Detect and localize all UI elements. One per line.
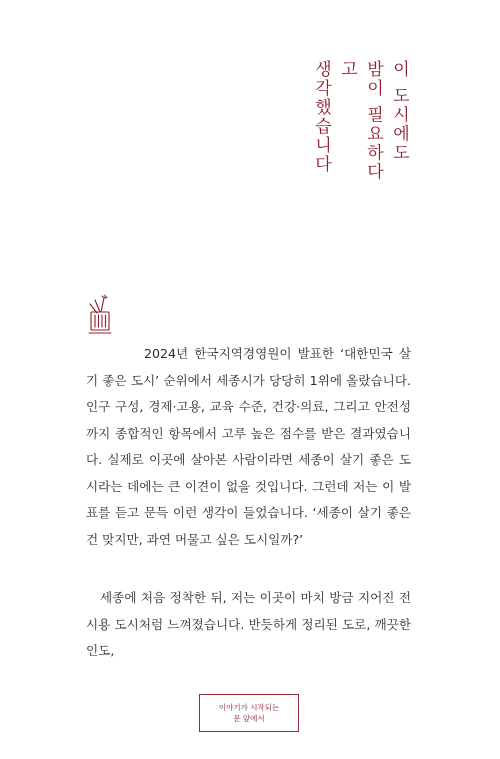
body-text [86,341,411,665]
section-label-box [199,694,299,732]
paragraph-2: 세종에 처음 정착한 뒤, 저는 이곳이 마치 방금 지어진 전시용 도시처럼 느껴졌습니다. 반듯하게 정리된 도로, 깨끗한 인도, [86,590,411,658]
title-line-2: 밤이 필요하다고 [337,60,383,182]
paragraph-1: 2024년 한국지역경영원이 발표한 ‘대한민국 살기 좋은 도시’ 순위에서 세종시가 당당히 1위에 올랐습니다. 인구 구성, 경제·고용, 교육 수준, 건강·의료, 그리고 안전성까지 종합적인 항목에서 고루 높은 점수를 받은 결과였습니다. 실제로 이곳에 살아본 사람이라면 세종이 살기 좋은 도시라는 데에는 큰 이견이 없을 것입니다. 그런데 저는 이 발표를 듣고 문득 이런 생각이 들었습니다. ‘세종이 살기 좋은 건 맞지만, 과연 머물고 싶은 도시일까?’ [86,346,411,547]
vertical-title [308,60,412,190]
pen-in-cup-icon [86,294,114,336]
title-line-3: 생각했습니다 [311,60,331,174]
section-label-line-2: 문 앞에서 [233,714,265,723]
section-label-line-1: 이야기가 시작되는 [218,703,280,712]
title-line-1: 이 도시에도 [389,60,409,163]
